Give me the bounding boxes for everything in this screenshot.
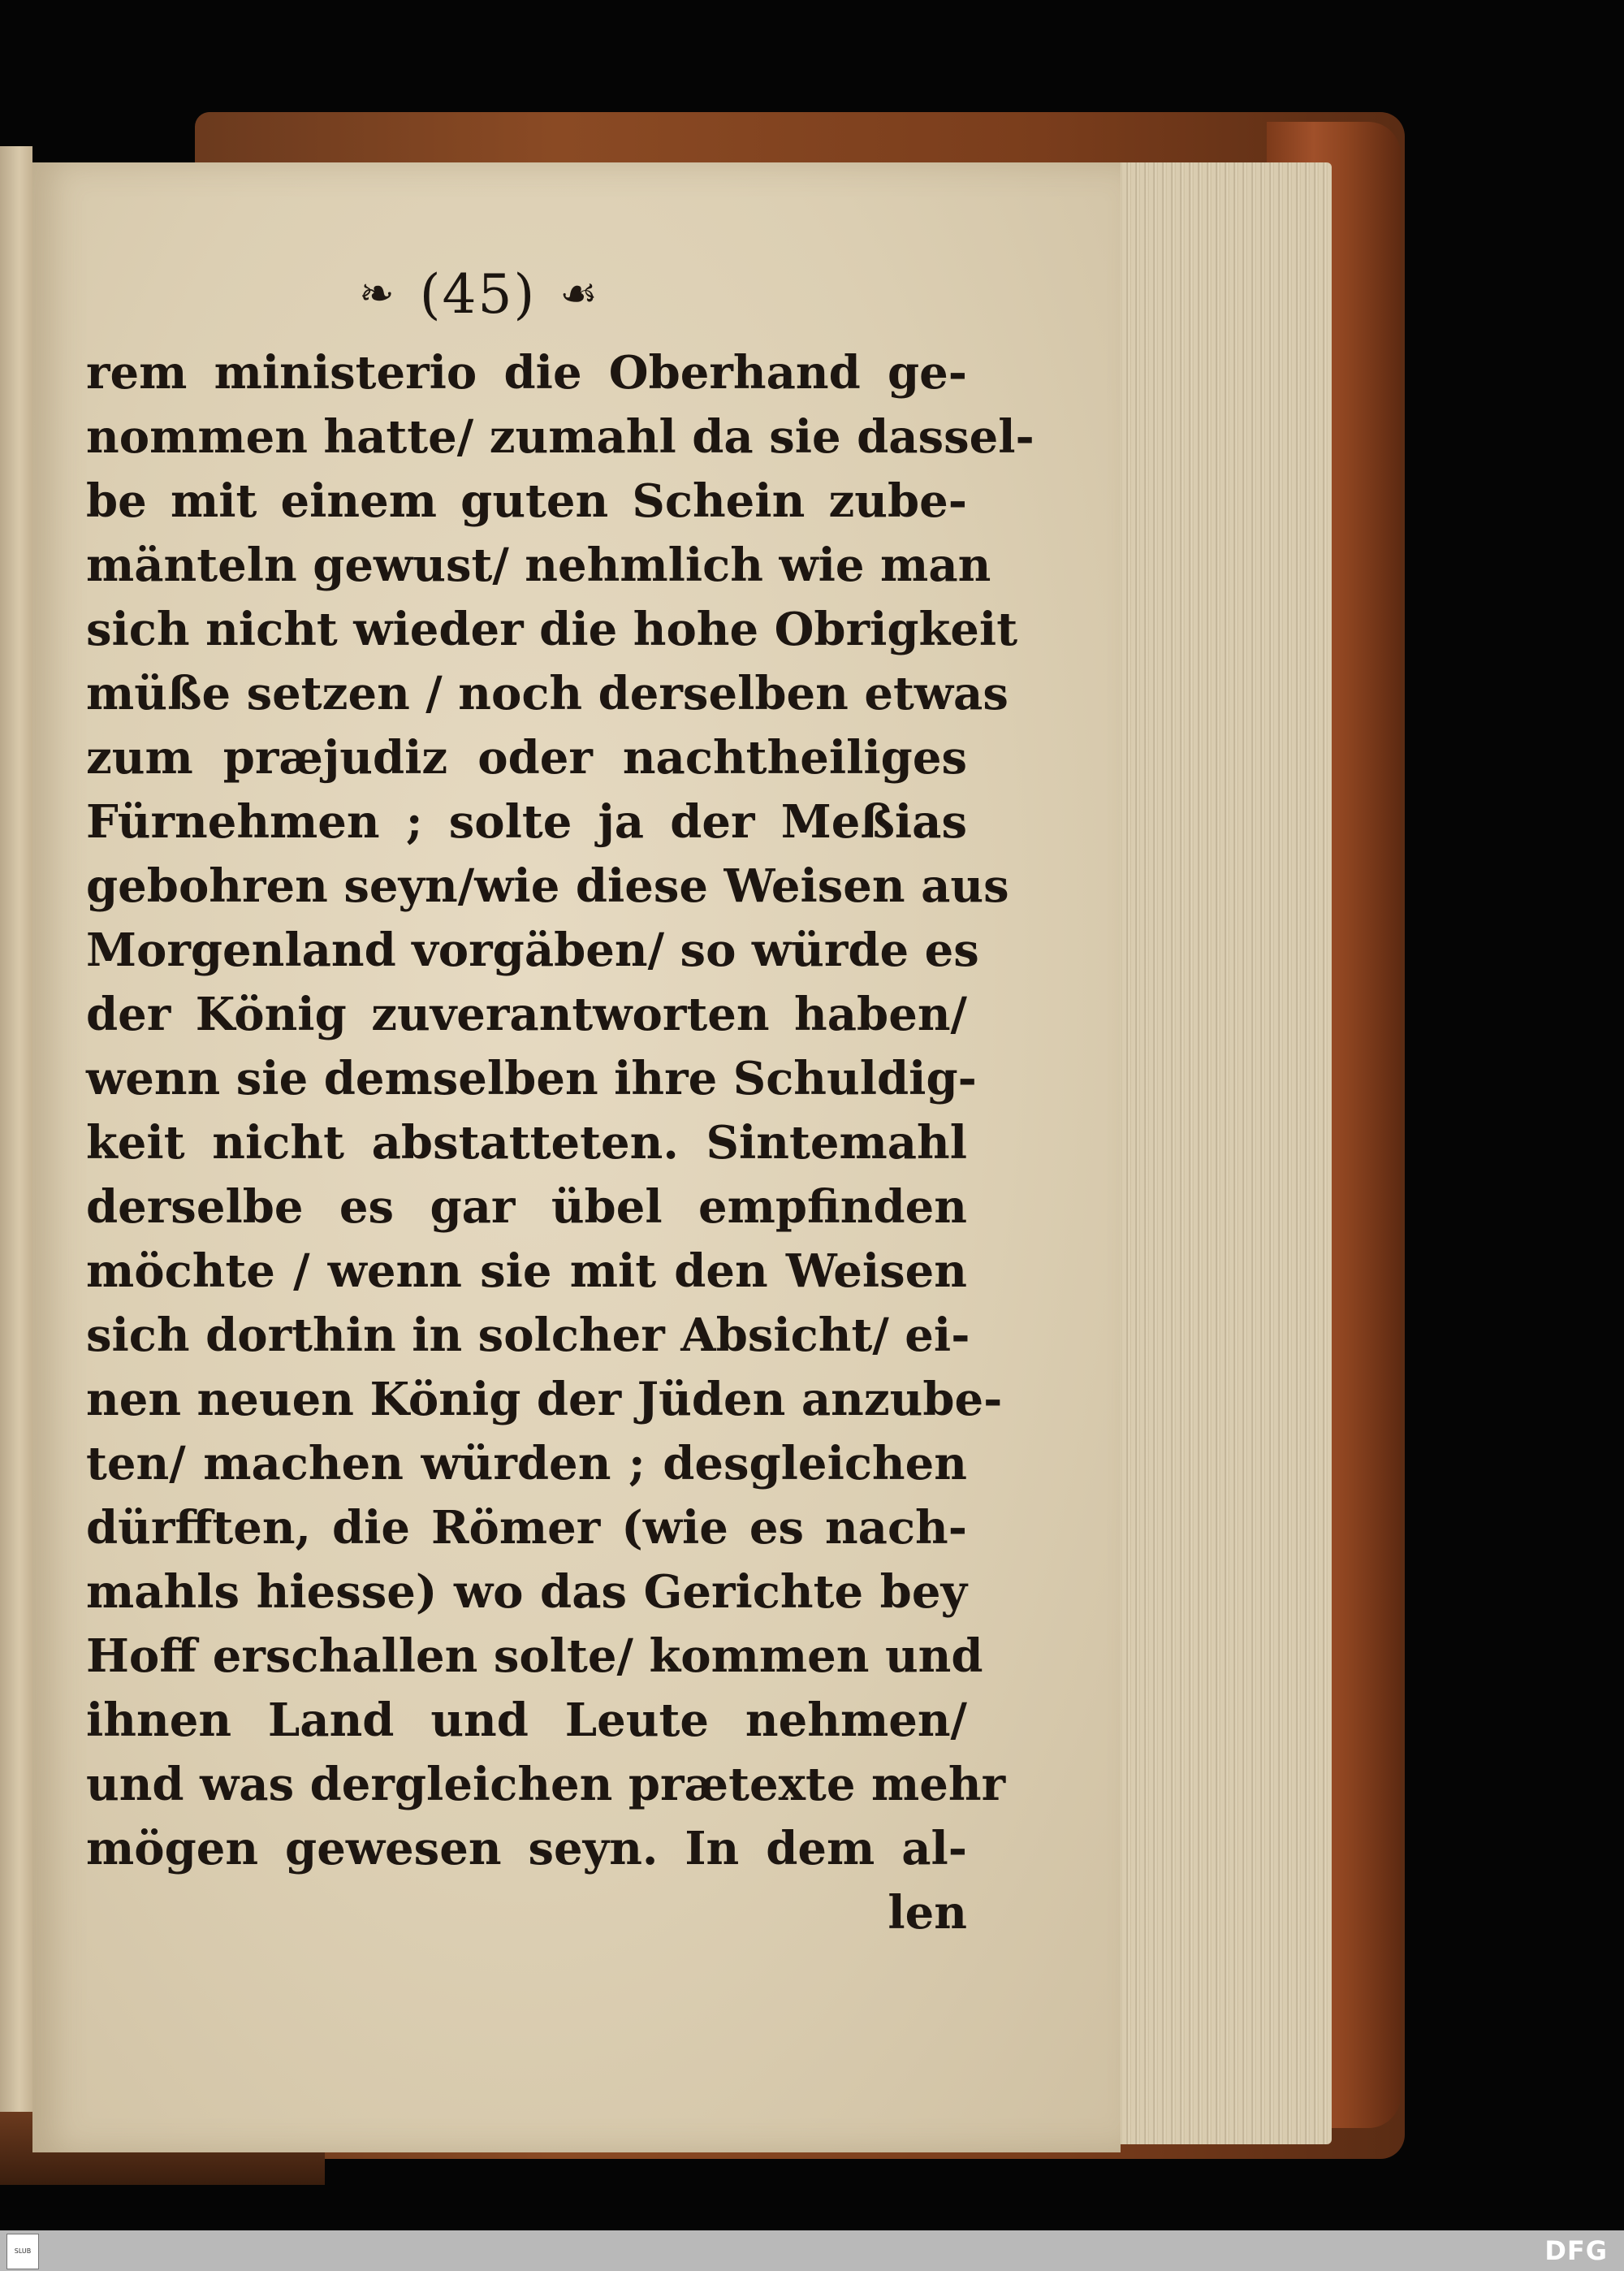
ornament-right-icon: ☙ <box>559 270 599 318</box>
text-line: nen neuen König der Jüden anzube- <box>86 1373 1003 1426</box>
text-line: sich nicht wieder die hohe Obrigkeit <box>86 603 1018 656</box>
text-line: und was dergleichen prætexte mehr <box>86 1758 1006 1811</box>
dfg-logo: DFG <box>1544 2235 1608 2266</box>
text-line: rem ministerio die Oberhand ge- <box>86 346 967 400</box>
text-line: gebohren seyn/wie diese Weisen aus <box>86 859 1009 913</box>
text-line: mahls hiesse) wo das Gerichte bey <box>86 1565 967 1619</box>
left-page-sliver <box>0 146 32 2161</box>
library-logo-icon: SLUB <box>6 2234 39 2269</box>
page-header <box>32 258 926 326</box>
book-page <box>32 162 1121 2152</box>
text-line: keit nicht abstatteten. Sintemahl <box>86 1116 967 1170</box>
text-line: nommen hatte/ zumahl da sie dassel- <box>86 410 1034 464</box>
text-line: be mit einem guten Schein zube- <box>86 474 967 528</box>
ornament-left-icon: ❧ <box>359 270 396 318</box>
text-line: der König zuverantworten haben/ <box>86 988 967 1041</box>
page-number: (45) <box>419 262 537 326</box>
text-line: ten/ machen würden ; desgleichen <box>86 1437 967 1490</box>
page-text <box>86 341 1034 1945</box>
text-line: wenn sie demselben ihre Schuldig- <box>86 1052 977 1105</box>
text-line: derselbe es gar übel empfinden <box>86 1180 967 1234</box>
text-line: dürfften, die Römer (wie es nach- <box>86 1501 967 1555</box>
text-line: mögen gewesen seyn. In dem al- <box>86 1822 967 1875</box>
text-line: müße setzen / noch derselben etwas <box>86 667 1009 720</box>
text-line: zum præjudiz oder nachtheiliges <box>86 731 967 785</box>
text-line: mänteln gewust/ nehmlich wie man <box>86 539 991 592</box>
text-line: Hoff erschallen solte/ kommen und <box>86 1629 983 1683</box>
text-line: möchte / wenn sie mit den Weisen <box>86 1244 967 1298</box>
viewer-footer <box>0 2230 1624 2271</box>
text-line: Fürnehmen ; solte ja der Meßias <box>86 795 967 849</box>
text-line: sich dorthin in solcher Absicht/ ei- <box>86 1309 970 1362</box>
catchword: len <box>888 1886 967 1940</box>
page-stack <box>1104 162 1332 2144</box>
text-line: Morgenland vorgäben/ so würde es <box>86 924 979 977</box>
text-line: ihnen Land und Leute nehmen/ <box>86 1694 967 1747</box>
